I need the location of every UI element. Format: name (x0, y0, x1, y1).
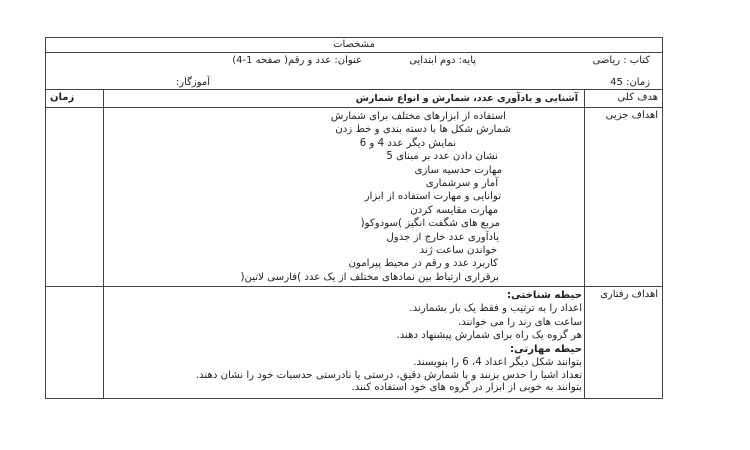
list-item: توانایی و مهارت استفاده از ابزار (364, 191, 502, 203)
goal-label: هدف کلی (585, 90, 663, 108)
list-item: نمایش دیگر عدد 4 و 6 (359, 137, 457, 149)
list-item: بتوانند به خوبی از ابزار در گروه های خود استفاده کنند. (351, 381, 583, 393)
list-item: شمارش شکل ها با دسته بندی و خط زدن (335, 124, 512, 136)
behavioral-goals-list (104, 287, 585, 399)
lesson-plan (45, 37, 662, 399)
teacher-label: آموزگار: (175, 77, 211, 88)
behavioral-goals-label: اهداف رفتاری (585, 287, 663, 399)
list-item: یادآوری عدد خارج از جدول (386, 231, 500, 243)
book-label: کتاب : ریاضی (592, 55, 651, 66)
cognitive-title: حیطه شناختی: (506, 290, 583, 302)
list-item: آمار و سرشماری (425, 177, 499, 189)
time-column-label: زمان (46, 90, 104, 108)
list-item: هر گروه یک راه برای شمارش پیشنهاد دهند. (396, 330, 583, 342)
list-item: بتوانند شکل دیگر اعداد 4، 6 را بنویسند. (413, 357, 583, 369)
grade-label: پایه: دوم ابتدایی (409, 55, 477, 66)
list-item: اعداد را به ترتیب و فقط یک بار بشمارند. (409, 303, 583, 315)
spec-title: مشخصات (46, 38, 663, 53)
partial-goals-list (104, 108, 585, 287)
list-item: ساعت های رند را می خوانند. (457, 316, 583, 328)
list-item: تعداد اشیا را حدس بزنند و با شمارش دقیق، درستی یا نادرستی حدسیات خود را نشان دهند. (195, 369, 583, 381)
skill-title: حیطه مهارتی: (509, 343, 583, 355)
list-item: مهارت مقایسه کردن (410, 204, 499, 216)
time-label: زمان: 45 (610, 77, 651, 88)
info-row (46, 53, 663, 90)
list-item: کاربرد عدد و رقم در محیط پیرامون (348, 258, 499, 270)
list-item: نشان دادن عدد بر مبنای 5 (386, 151, 499, 163)
list-item: مهارت حدسیه سازی (414, 164, 503, 176)
subject-label: عنوان: عدد و رقم( صفحه 1-4) (232, 55, 363, 66)
goal-text: آشنایی و یادآوری عدد، شمارش و انواع شمارش (104, 90, 585, 108)
list-item: استفاده از ابزارهای مختلف برای شمارش (330, 111, 507, 122)
list-item: برقراری ارتباط بین نمادهای مختلف از یک عدد )فارسی لاتین( (240, 271, 500, 283)
time-cell (46, 287, 104, 399)
time-cell (46, 108, 104, 287)
partial-goals-label: اهداف جزیی (585, 108, 663, 287)
lesson-plan-table (45, 37, 663, 399)
list-item: خواندن ساعت ژند (419, 244, 498, 256)
list-item: مربع های شگفت انگیز )سودوکو( (360, 218, 501, 230)
